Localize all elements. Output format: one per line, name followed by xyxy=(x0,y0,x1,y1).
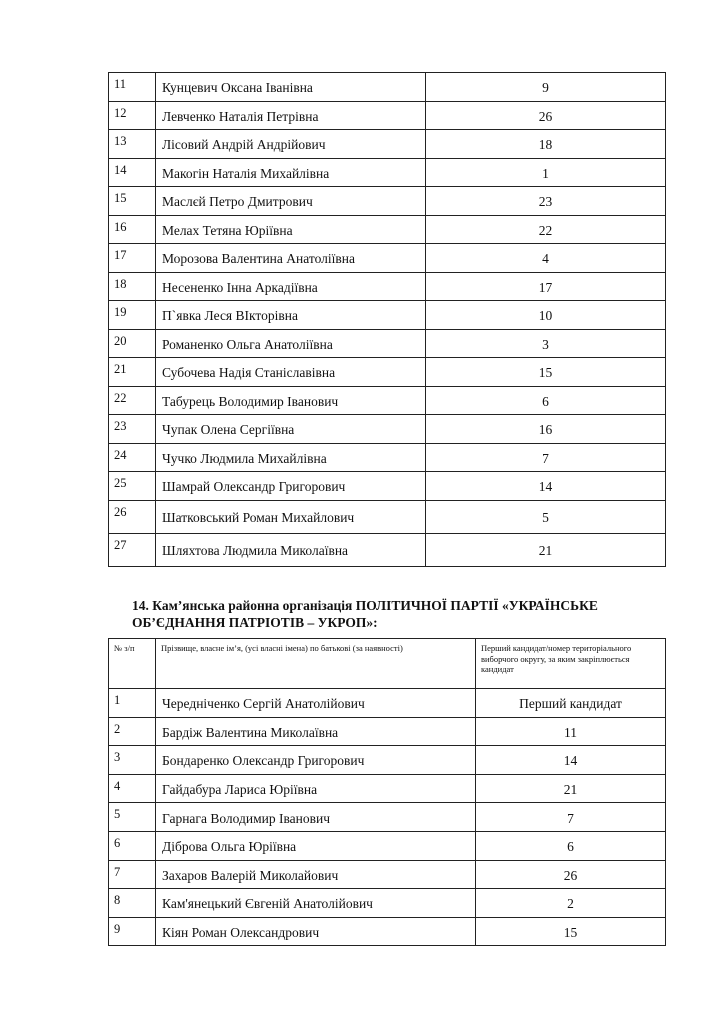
row-number: 5 xyxy=(109,803,156,832)
candidate-name: Гайдабура Лариса Юріївна xyxy=(156,774,476,803)
row-number: 27 xyxy=(109,533,156,566)
table-row xyxy=(109,130,666,159)
row-number: 2 xyxy=(109,717,156,746)
candidate-district: 14 xyxy=(426,472,666,501)
table-row xyxy=(109,774,666,803)
candidate-name: Бондаренко Олександр Григорович xyxy=(156,746,476,775)
candidate-name: Кунцевич Оксана Іванівна xyxy=(156,73,426,102)
candidate-name: Табурець Володимир Іванович xyxy=(156,386,426,415)
table-row xyxy=(109,272,666,301)
table-row xyxy=(109,889,666,918)
table-row xyxy=(109,917,666,946)
table-row xyxy=(109,717,666,746)
section-14-heading-line1: 14. Кам’янська районна організація ПОЛІТИЧНОЇ ПАРТІЇ «УКРАЇНСЬКЕ xyxy=(132,598,598,613)
candidate-name: Шляхтова Людмила Миколаївна xyxy=(156,533,426,566)
candidate-district: 26 xyxy=(476,860,666,889)
candidate-name: Кіян Роман Олександрович xyxy=(156,917,476,946)
row-number: 8 xyxy=(109,889,156,918)
candidate-name: Кам'янецький Євгеній Анатолійович xyxy=(156,889,476,918)
row-number: 14 xyxy=(109,158,156,187)
table-row xyxy=(109,73,666,102)
ukrop-candidates-table xyxy=(108,638,666,946)
candidate-district: 14 xyxy=(476,746,666,775)
candidate-district: 5 xyxy=(426,500,666,533)
table-row xyxy=(109,187,666,216)
candidate-district: 1 xyxy=(426,158,666,187)
table-row xyxy=(109,443,666,472)
row-number: 24 xyxy=(109,443,156,472)
row-number: 15 xyxy=(109,187,156,216)
candidate-district: 21 xyxy=(476,774,666,803)
table-row xyxy=(109,244,666,273)
section-14-heading xyxy=(132,597,672,631)
candidate-name: Чупак Олена Сергіївна xyxy=(156,415,426,444)
header-candidate: Перший кандидат/номер територіального виборчого округу, за яким закріплюється кандидат xyxy=(476,639,666,689)
table-row xyxy=(109,215,666,244)
table-row xyxy=(109,831,666,860)
candidate-name: Субочева Надія Станіславівна xyxy=(156,358,426,387)
candidate-name: Діброва Ольга Юріївна xyxy=(156,831,476,860)
row-number: 22 xyxy=(109,386,156,415)
table-row xyxy=(109,386,666,415)
candidate-name: Чучко Людмила Михайлівна xyxy=(156,443,426,472)
table-row xyxy=(109,746,666,775)
row-number: 25 xyxy=(109,472,156,501)
candidate-district: 7 xyxy=(426,443,666,472)
candidate-name: Морозова Валентина Анатоліївна xyxy=(156,244,426,273)
candidate-district: 15 xyxy=(426,358,666,387)
row-number: 1 xyxy=(109,689,156,718)
candidates-table-continued xyxy=(108,72,666,567)
header-name: Прізвище, власне ім’я, (усі власні імена) по батькові (за наявності) xyxy=(156,639,476,689)
candidate-district: 9 xyxy=(426,73,666,102)
candidate-district: 4 xyxy=(426,244,666,273)
candidate-district: 10 xyxy=(426,301,666,330)
row-number: 16 xyxy=(109,215,156,244)
candidate-district: 21 xyxy=(426,533,666,566)
candidate-district: 15 xyxy=(476,917,666,946)
row-number: 23 xyxy=(109,415,156,444)
table-row xyxy=(109,689,666,718)
candidate-name: Левченко Наталія Петрівна xyxy=(156,101,426,130)
candidate-name: Чередніченко Сергій Анатолійович xyxy=(156,689,476,718)
table-row xyxy=(109,860,666,889)
candidate-district: 17 xyxy=(426,272,666,301)
row-number: 20 xyxy=(109,329,156,358)
table-row xyxy=(109,329,666,358)
candidate-name: Мелах Тетяна Юріївна xyxy=(156,215,426,244)
candidate-name: Несененко Інна Аркадіївна xyxy=(156,272,426,301)
table-row xyxy=(109,533,666,566)
row-number: 7 xyxy=(109,860,156,889)
row-number: 18 xyxy=(109,272,156,301)
row-number: 11 xyxy=(109,73,156,102)
table-row xyxy=(109,803,666,832)
row-number: 3 xyxy=(109,746,156,775)
row-number: 19 xyxy=(109,301,156,330)
table-row xyxy=(109,158,666,187)
candidate-district: 18 xyxy=(426,130,666,159)
table2-header-row xyxy=(109,639,666,689)
row-number: 26 xyxy=(109,500,156,533)
candidate-name: Макогін Наталія Михайлівна xyxy=(156,158,426,187)
candidate-district: 11 xyxy=(476,717,666,746)
row-number: 17 xyxy=(109,244,156,273)
header-number: № з/п xyxy=(109,639,156,689)
candidate-name: Захаров Валерій Миколайович xyxy=(156,860,476,889)
candidate-district: 6 xyxy=(476,831,666,860)
candidate-district: 3 xyxy=(426,329,666,358)
candidate-district: 6 xyxy=(426,386,666,415)
candidate-name: Шатковський Роман Михайлович xyxy=(156,500,426,533)
row-number: 13 xyxy=(109,130,156,159)
candidate-name: Лісовий Андрій Андрійович xyxy=(156,130,426,159)
candidate-name: Романенко Ольга Анатоліївна xyxy=(156,329,426,358)
table2-body xyxy=(109,639,666,946)
table-row xyxy=(109,358,666,387)
section-14-heading-line2: ОБ’ЄДНАННЯ ПАТРІОТІВ – УКРОП»: xyxy=(132,615,378,630)
row-number: 21 xyxy=(109,358,156,387)
candidate-district: 7 xyxy=(476,803,666,832)
candidate-name: П`явка Леся ВІкторівна xyxy=(156,301,426,330)
candidate-name: Бардіж Валентина Миколаївна xyxy=(156,717,476,746)
table1-body xyxy=(109,73,666,567)
table-row xyxy=(109,301,666,330)
table-row xyxy=(109,415,666,444)
candidate-district: 16 xyxy=(426,415,666,444)
row-number: 4 xyxy=(109,774,156,803)
row-number: 12 xyxy=(109,101,156,130)
table-row xyxy=(109,500,666,533)
candidate-district: Перший кандидат xyxy=(476,689,666,718)
table-row xyxy=(109,101,666,130)
candidate-district: 2 xyxy=(476,889,666,918)
row-number: 9 xyxy=(109,917,156,946)
candidate-name: Маслєй Петро Дмитрович xyxy=(156,187,426,216)
row-number: 6 xyxy=(109,831,156,860)
candidate-district: 23 xyxy=(426,187,666,216)
table-row xyxy=(109,472,666,501)
candidate-name: Шамрай Олександр Григорович xyxy=(156,472,426,501)
candidate-district: 22 xyxy=(426,215,666,244)
candidate-name: Гарнага Володимир Іванович xyxy=(156,803,476,832)
candidate-district: 26 xyxy=(426,101,666,130)
